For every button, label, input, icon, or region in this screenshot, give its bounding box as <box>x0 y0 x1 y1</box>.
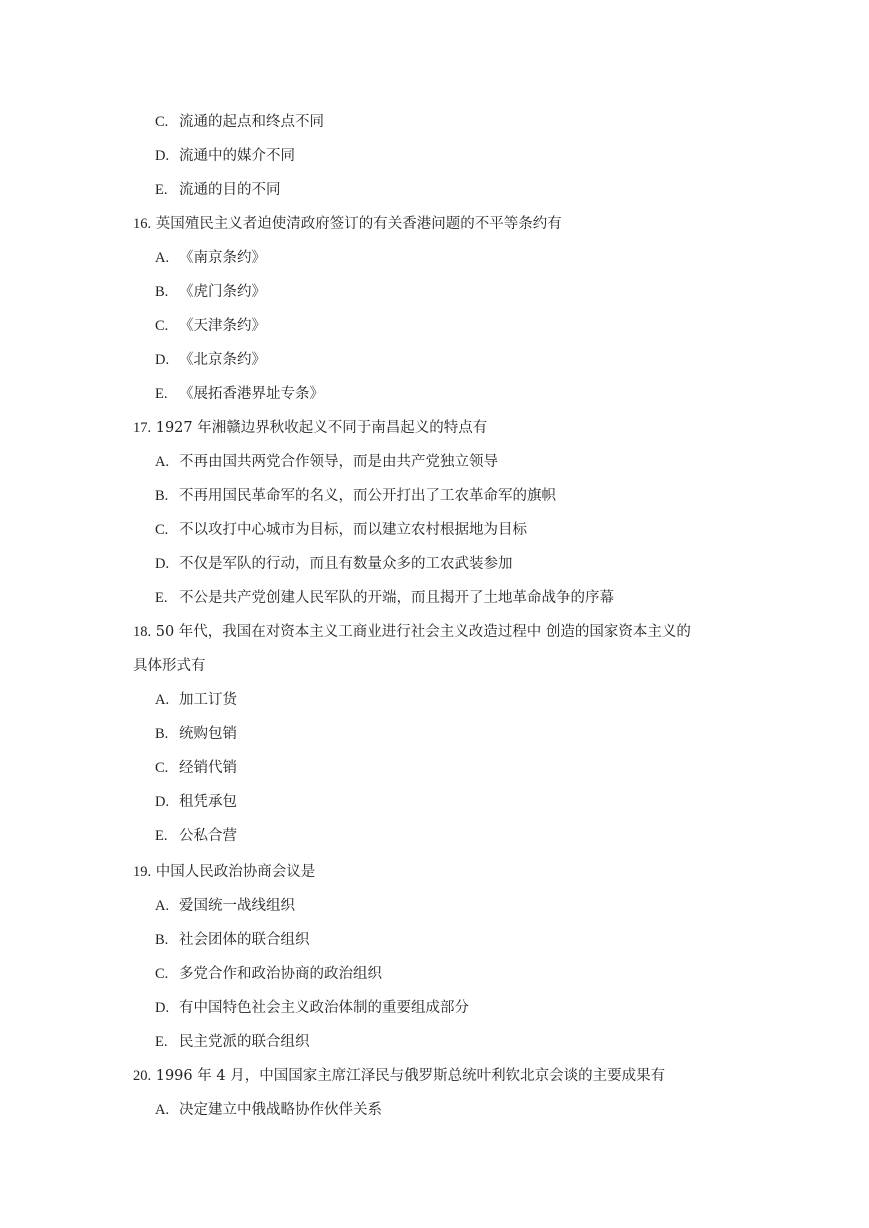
option-text: 流通中的媒介不同 <box>179 148 295 164</box>
option-text: 统购包销 <box>179 726 237 742</box>
option-q19-e <box>155 1032 310 1052</box>
option-key: D. <box>155 794 170 810</box>
option-q15-c <box>155 112 324 132</box>
option-key: C. <box>155 760 169 776</box>
option-text: 《北京条约》 <box>179 352 266 368</box>
option-q18-d <box>155 792 237 812</box>
option-key: B. <box>155 284 169 300</box>
option-text: 租凭承包 <box>179 794 237 810</box>
option-key: D. <box>155 352 170 368</box>
option-q15-d <box>155 146 295 166</box>
option-key: A. <box>155 1102 170 1118</box>
question-number: 17. <box>133 420 152 436</box>
option-q16-d <box>155 350 266 370</box>
question-number: 16. <box>133 216 152 232</box>
option-key: B. <box>155 488 169 504</box>
option-key: D. <box>155 148 170 164</box>
option-q19-a <box>155 896 295 916</box>
option-text: 加工订货 <box>179 692 237 708</box>
option-q18-b <box>155 724 237 744</box>
option-text: 社会团体的联合组织 <box>179 932 310 948</box>
question-stem: 中国人民政治协商会议是 <box>155 864 316 880</box>
option-q19-c <box>155 964 382 984</box>
option-q20-a <box>155 1100 382 1120</box>
option-q18-e <box>155 826 237 846</box>
option-text: 公私合营 <box>179 828 237 844</box>
option-q18-a <box>155 690 237 710</box>
option-q16-a <box>155 248 266 268</box>
question-18 <box>133 622 691 642</box>
option-key: E. <box>155 590 168 606</box>
option-key: C. <box>155 318 169 334</box>
option-key: E. <box>155 1034 168 1050</box>
option-key: C. <box>155 114 169 130</box>
option-key: A. <box>155 454 170 470</box>
option-text: 经销代销 <box>179 760 237 776</box>
question-stem: 1996 年 4 月，中国国家主席江泽民与俄罗斯总统叶利钦北京会谈的主要成果有 <box>155 1068 666 1084</box>
option-key: E. <box>155 828 168 844</box>
option-q19-b <box>155 930 310 950</box>
option-key: B. <box>155 932 169 948</box>
option-text: 《南京条约》 <box>179 250 266 266</box>
option-text: 不以攻打中心城市为目标，而以建立农村根据地为目标 <box>179 522 527 538</box>
option-text: 《天津条约》 <box>179 318 266 334</box>
question-number: 20. <box>133 1068 152 1084</box>
question-stem: 1927 年湘赣边界秋收起义不同于南昌起义的特点有 <box>155 420 488 436</box>
option-key: A. <box>155 692 170 708</box>
option-text: 流通的起点和终点不同 <box>179 114 324 130</box>
question-18-continuation: 具体形式有 <box>133 658 206 674</box>
question-17 <box>133 418 487 438</box>
option-q17-a <box>155 452 498 472</box>
option-text: 流通的目的不同 <box>179 182 281 198</box>
option-text: 《虎门条约》 <box>179 284 266 300</box>
option-q17-d <box>155 554 513 574</box>
option-q16-e <box>155 384 324 404</box>
option-q18-c <box>155 758 237 778</box>
option-text: 决定建立中俄战略协作伙伴关系 <box>179 1102 382 1118</box>
option-text: 不再用国民革命军的名义，而公开打出了工农革命军的旗帜 <box>179 488 556 504</box>
option-q16-b <box>155 282 266 302</box>
option-key: E. <box>155 386 168 402</box>
option-key: D. <box>155 1000 170 1016</box>
question-20 <box>133 1066 665 1086</box>
question-stem: 50 年代，我国在对资本主义工商业进行社会主义改造过程中 创造的国家资本主义的 <box>155 624 691 640</box>
option-q17-b <box>155 486 556 506</box>
option-q17-c <box>155 520 527 540</box>
option-key: A. <box>155 250 170 266</box>
option-text: 《展拓香港界址专条》 <box>179 386 324 402</box>
option-q17-e <box>155 588 614 608</box>
question-number: 18. <box>133 624 152 640</box>
option-q15-e <box>155 180 281 200</box>
option-q16-c <box>155 316 266 336</box>
option-key: C. <box>155 522 169 538</box>
option-key: E. <box>155 182 168 198</box>
option-text: 民主党派的联合组织 <box>179 1034 310 1050</box>
option-text: 不再由国共两党合作领导，而是由共产党独立领导 <box>179 454 498 470</box>
option-key: B. <box>155 726 169 742</box>
option-key: D. <box>155 556 170 572</box>
question-16 <box>133 214 562 234</box>
option-text: 不公是共产党创建人民军队的开端，而且揭开了土地革命战争的序幕 <box>179 590 614 606</box>
option-text: 不仅是军队的行动，而且有数量众多的工农武装参加 <box>179 556 513 572</box>
option-key: A. <box>155 898 170 914</box>
question-19 <box>133 862 315 882</box>
option-text: 多党合作和政治协商的政治组织 <box>179 966 382 982</box>
question-stem: 英国殖民主义者迫使清政府签订的有关香港问题的不平等条约有 <box>155 216 562 232</box>
question-number: 19. <box>133 864 152 880</box>
option-text: 爱国统一战线组织 <box>179 898 295 914</box>
option-q19-d <box>155 998 469 1018</box>
option-key: C. <box>155 966 169 982</box>
option-text: 有中国特色社会主义政治体制的重要组成部分 <box>179 1000 469 1016</box>
